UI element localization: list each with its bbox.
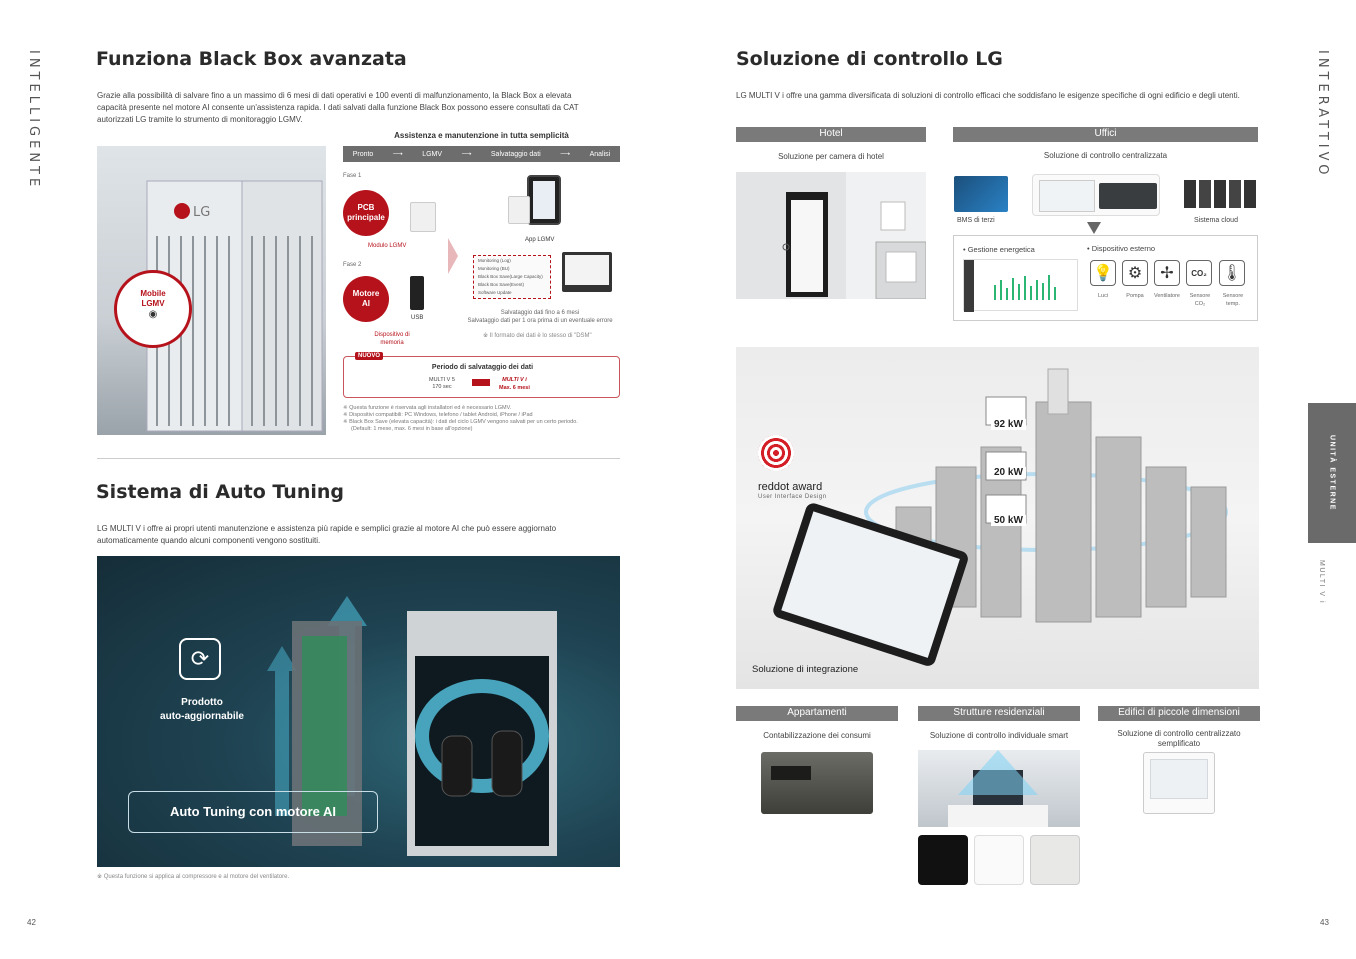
flow-step: Pronto	[352, 150, 374, 158]
period-new	[499, 376, 530, 392]
paragraph-line: LG MULTI V i offre ai propri utenti manutenzione e assistenza più rapide e semplici grazie al motore AI che può essere aggiornato	[97, 524, 557, 533]
fase-1-label: Fase 1	[343, 173, 362, 179]
arrow-right-icon: ⟶	[392, 151, 403, 158]
hotel-photo	[736, 172, 926, 299]
bedroom-photo	[918, 750, 1080, 827]
footnote: ※ Dispositivi compatibili: PC Windows, telefono / tablet Android, iPhone / iPad	[343, 412, 533, 418]
product-label	[147, 696, 257, 724]
diagram-title: Assistenza e manutenzione in tutta semplicità	[394, 131, 569, 140]
app-lgmv-label: App LGMV	[525, 237, 555, 243]
auto-tuning-footnote: ※ Questa funzione si applica al compressore e al motore del ventilatore.	[97, 874, 290, 880]
energy-dashboard	[963, 259, 1078, 311]
strutture-header: Strutture residenziali	[918, 706, 1080, 721]
footnote: ※ Black Box Save (elevata capacità): i dati del ciclo LGMV vengono salvati per un certo periodo.	[343, 419, 578, 425]
format-note: ※ Il formato dei dati è lo stesso di "DSM"	[483, 333, 592, 339]
usb-stick	[410, 276, 424, 310]
product-label-line: auto-aggiornabile	[160, 711, 244, 722]
modulo-lgmv-label: Modulo LGMV	[368, 243, 407, 249]
device-label-temp: Sensore temp.	[1222, 293, 1244, 307]
flow-step: Salvataggio dati	[490, 150, 541, 158]
paragraph-line: capacità presente nel motore AI consente un'assistenza rapida. I dati salvati dalla funzione Black Box possono essere consultati da CAT	[97, 103, 579, 112]
device-label-luci: Luci	[1097, 293, 1109, 299]
energy-label: • Gestione energetica	[963, 245, 1035, 254]
period-title: Periodo di salvataggio dei dati	[431, 364, 534, 371]
chip-refresh-icon: ⟳	[179, 638, 221, 680]
strutture-caption: Soluzione di controllo individuale smart	[929, 731, 1069, 740]
monitor	[562, 252, 612, 292]
black-box-paragraph	[97, 90, 622, 126]
footnote: (Default: 1 mese, max. 6 mesi in base all'opzione)	[351, 426, 473, 432]
thermostat-black	[918, 835, 968, 885]
arrow-down-icon	[1087, 222, 1101, 234]
central-controller	[1032, 174, 1160, 216]
control-paragraph: LG MULTI V i offre una gamma diversificata di soluzioni di controllo efficaci che soddisfano le esigenze specifiche di ogni edificio e degli utenti.	[736, 91, 1240, 100]
lgmv-module	[410, 202, 436, 232]
page-number-right: 43	[1320, 918, 1329, 927]
product-label-line: Prodotto	[181, 697, 223, 708]
thermostat-gray	[1030, 835, 1080, 885]
external-label: • Dispositivo esterno	[1087, 244, 1156, 253]
control-title: Soluzione di controllo LG	[736, 48, 1003, 70]
meter-device	[761, 752, 873, 814]
footnote: ※ Questa funzione è riservata agli installatori ed è necessario LGMV.	[343, 405, 512, 411]
lamp-icon: 💡	[1090, 260, 1116, 286]
page-number-left: 42	[27, 918, 36, 927]
arrow-right-icon	[472, 379, 490, 386]
svg-text:LG: LG	[193, 205, 211, 220]
mobile-lgmv-badge	[114, 270, 192, 348]
mobile-lgmv-label: Mobile LGMV	[140, 289, 166, 308]
period-old-label: MULTI V 5	[429, 377, 455, 383]
save-note: Salvataggio dati per 1 ora prima di un eventuale errore	[467, 318, 613, 324]
simple-controller	[1143, 752, 1215, 814]
thermostat-white	[974, 835, 1024, 885]
device-label-ventilatore: Ventilatore	[1154, 293, 1180, 299]
side-tab-unita-esterne[interactable]	[1308, 403, 1356, 543]
divider	[97, 458, 620, 459]
period-old	[429, 377, 455, 391]
appartamenti-header: Appartamenti	[736, 706, 898, 721]
auto-tuning-title: Sistema di Auto Tuning	[96, 481, 344, 503]
flow-step: LGMV	[422, 150, 443, 158]
hotel-header: Hotel	[736, 127, 926, 142]
save-notes	[455, 309, 625, 325]
paragraph-line: automaticamente quando alcuni componenti vengono sostituiti.	[97, 536, 321, 545]
auto-tuning-paragraph	[97, 523, 622, 547]
side-tab-interattivo: INTERATTIVO	[1315, 50, 1330, 179]
fase-2-label: Fase 2	[343, 262, 362, 268]
pump-icon: ⚙	[1122, 260, 1148, 286]
uffici-header: Uffici	[953, 127, 1258, 142]
reddot-award-label: reddot award	[758, 481, 823, 493]
hotel-caption: Soluzione per camera di hotel	[778, 152, 884, 161]
nuovo-badge: NUOVO	[355, 352, 383, 360]
arrow-right-icon	[448, 238, 458, 274]
save-note: Salvataggio dati fino a 6 mesi	[500, 310, 580, 316]
pcb-circle: PCB principale	[343, 190, 389, 236]
edifici-header: Edifici di piccole dimensioni	[1098, 706, 1260, 721]
kw-label: 92 kW	[991, 419, 1026, 430]
reddot-logo	[758, 435, 794, 471]
paragraph-line: autorizzati LG tramite lo strumento di monitoraggio LGMV.	[97, 115, 303, 124]
hotel-room-illustration	[736, 172, 926, 299]
arrow-right-icon: ⟶	[560, 151, 571, 158]
phone-app	[527, 175, 561, 225]
period-new-value: Max. 6 mesi	[499, 385, 530, 391]
memory-device-label: Dispositivo di memoria	[374, 332, 410, 346]
period-new-label: MULTI V i	[502, 377, 527, 383]
appartamenti-caption: Contabilizzazione dei consumi	[763, 731, 871, 740]
side-tab-intelligente: INTELLIGENTE	[26, 50, 41, 191]
wifi-module	[508, 196, 530, 224]
cloud-servers	[1184, 180, 1256, 208]
flow-step: Analisi	[589, 150, 611, 158]
reddot-award-sub: User Interface Design	[758, 494, 827, 500]
integration-visual	[736, 347, 1259, 689]
paragraph-line: Grazie alla possibilità di salvare fino a un massimo di 6 mesi di dati operativi e 100 eventi di malfunzionamento, la Black Box a elevata	[97, 91, 572, 100]
list-item: Black Box Save(Event)	[478, 282, 525, 287]
edifici-caption: Soluzione di controllo centralizzato semplificato	[1117, 729, 1241, 748]
list-item: Software Update	[478, 290, 512, 295]
usb-label: USB	[411, 315, 424, 321]
auto-tuning-button[interactable]: Auto Tuning con motore AI	[128, 791, 378, 833]
integration-caption: Soluzione di integrazione	[752, 664, 859, 675]
side-tab-multi-v-i: MULTI V i	[1318, 560, 1325, 605]
co2-icon: CO₂	[1186, 260, 1212, 286]
list-item: Monitoring (BU)	[478, 266, 510, 271]
fan-icon: ✢	[1154, 260, 1180, 286]
motore-ai-circle: Motore AI	[343, 276, 389, 322]
bms-image	[954, 176, 1008, 212]
period-box	[343, 353, 620, 398]
black-box-title: Funziona Black Box avanzata	[96, 48, 407, 70]
device-label-co2: Sensore CO₂	[1189, 293, 1211, 307]
kw-label: 50 kW	[991, 515, 1026, 526]
wifi-icon: ◉	[148, 309, 158, 320]
kw-label: 20 kW	[991, 467, 1026, 478]
list-item: Monitoring (Log)	[478, 258, 511, 263]
arrow-right-icon: ⟶	[461, 151, 472, 158]
flow-bar	[343, 146, 620, 162]
data-list	[473, 255, 551, 299]
black-box-footnotes	[343, 405, 623, 433]
device-label-pompa: Pompa	[1126, 293, 1144, 299]
thermometer-icon: 🌡	[1219, 260, 1245, 286]
period-old-value: 170 sec	[432, 384, 452, 390]
bms-label: BMS di terzi	[957, 217, 995, 224]
side-tab-active-label: UNITÀ ESTERNE	[1328, 435, 1336, 511]
list-item: Black Box Save(Large Capacity)	[478, 274, 543, 279]
cloud-label: Sistema cloud	[1194, 217, 1238, 224]
auto-tuning-visual	[97, 556, 620, 867]
uffici-caption: Soluzione di controllo centralizzata	[1043, 151, 1168, 160]
